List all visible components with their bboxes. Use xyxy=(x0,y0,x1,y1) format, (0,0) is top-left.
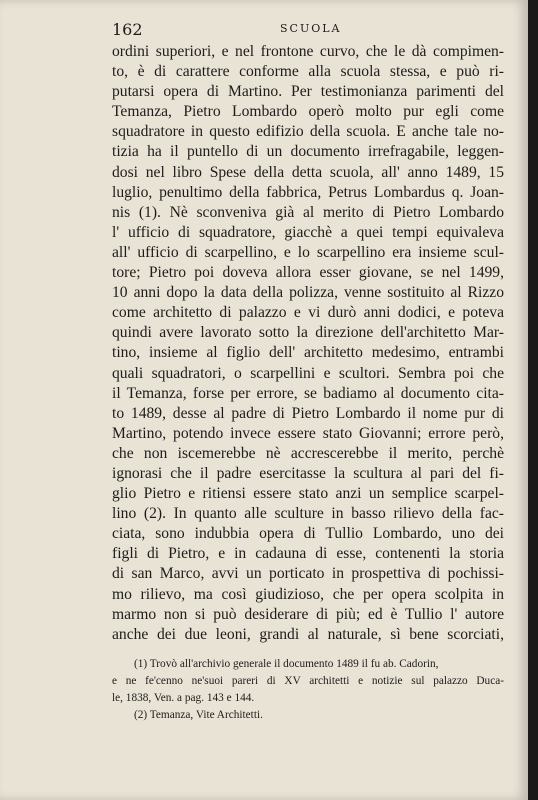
text-line: glio Pietro e ritiensi essere stato anzi un semplice scarpel- xyxy=(112,485,504,503)
text-line: dosi nel libro Spese della detta scuola, all' anno 1489, 15 xyxy=(112,163,504,181)
body-text xyxy=(112,42,504,645)
text-line: ordini superiori, e nel frontone curvo, che le dà compimen- xyxy=(112,43,504,60)
text-line: che non iscemerebbe nè accrescerebbe il merito, perchè xyxy=(112,444,504,462)
text-line: to, è di carattere conforme alla scuola stessa, e può ri- xyxy=(112,63,504,81)
text-line: mo rilievo, ma così giudizioso, che per opera scolpita in xyxy=(112,585,504,603)
page-header xyxy=(112,20,504,42)
text-line: lino (2). In quanto alle sculture in basso rilievo della fac- xyxy=(112,505,504,523)
text-line: all' ufficio di scarpellino, e lo scarpellino era insieme scul- xyxy=(112,243,504,261)
text-line: tino, insieme al figlio dell' architetto medesimo, entrambi xyxy=(112,344,504,362)
text-line: ciata, sono indubbia opera di Tullio Lombardo, uno dei xyxy=(112,525,504,543)
running-head: SCUOLA xyxy=(280,22,342,35)
footnote-1: (1) Trovò all'archivio generale il documento 1489 il fu ab. Cadorin, xyxy=(134,658,439,670)
text-line: nis (1). Nè sconveniva già al merito di Pietro Lombardo xyxy=(112,203,504,221)
text-line: come architetto di palazzo e vi durò anni dodici, e poteva xyxy=(112,304,504,322)
text-line: Martino, potendo invece essere stato Giovanni; errore però, xyxy=(112,424,504,442)
text-line: tore; Pietro poi doveva allora esser giovane, se nel 1499, xyxy=(112,264,504,282)
footnotes xyxy=(112,656,504,724)
text-line: to 1489, desse al padre di Pietro Lombardo il nome pur di xyxy=(112,404,504,422)
text-line: l' ufficio di squadratore, giacchè a quei tempi equivaleva xyxy=(112,223,504,241)
text-line: quali squadratori, o scarpellini e scultori. Sembra poi che xyxy=(112,364,504,382)
text-line: putarsi opera di Martino. Per testimonianza parimenti del xyxy=(112,83,504,101)
text-line: squadratore in questo edifizio della scuola. E anche tale no- xyxy=(112,123,504,141)
text-line: di san Marco, avvi un porticato in prospettiva di pochissi- xyxy=(112,565,504,583)
text-line: 10 anni dopo la data della polizza, venne sostituito al Rizzo xyxy=(112,284,504,302)
text-line: marmo non si può desiderare di più; ed è Tullio l' autore xyxy=(112,605,504,623)
text-line: ignorasi che il padre esercitasse la scultura al pari del fi- xyxy=(112,464,504,482)
text-line: figli di Pietro, e in cadauna di esse, contenenti la storia xyxy=(112,545,504,563)
footnote-1-continued: le, 1838, Ven. a pag. 143 e 144. xyxy=(112,692,255,704)
text-line: Temanza, Pietro Lombardo operò molto pur egli come xyxy=(112,103,504,121)
text-line: luglio, penultimo della fabbrica, Petrus Lombardus q. Joan- xyxy=(112,183,504,201)
page-number: 162 xyxy=(112,20,143,39)
text-line: il Temanza, forse per errore, se badiamo al documento cita- xyxy=(112,384,504,402)
text-line: quindi avere lavorato sotto la direzione dell'architetto Mar- xyxy=(112,324,504,342)
text-line: anche dei due leoni, grandi al naturale, sì bene scorciati, xyxy=(112,625,504,643)
footnote-1-continued: e ne fe'cenno ne'suoi pareri di XV architetti e notizie sul palazzo Duca- xyxy=(112,675,504,687)
footnote-2: (2) Temanza, Vite Architetti. xyxy=(134,709,263,721)
text-line: tizia ha il puntello di un documento irrefragabile, leggen- xyxy=(112,143,504,161)
